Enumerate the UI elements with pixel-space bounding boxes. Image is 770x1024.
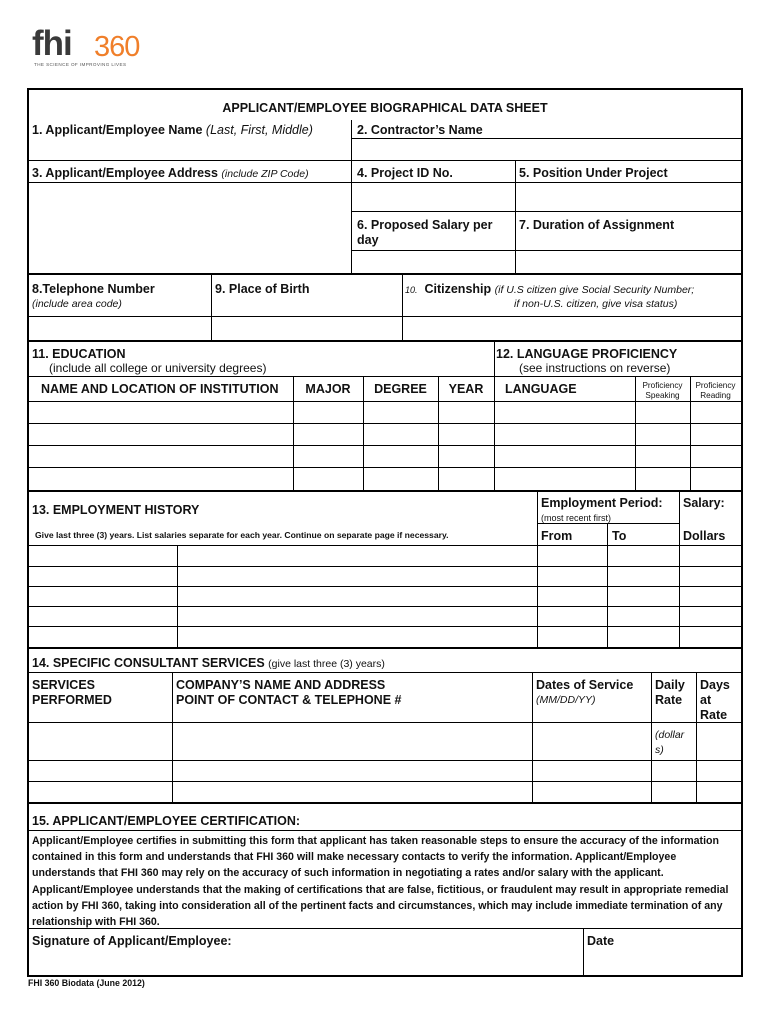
place-of-birth-field[interactable] — [212, 317, 402, 340]
language-subheading: (see instructions on reverse) — [519, 361, 671, 375]
logo-360-text: 360 — [94, 31, 140, 63]
education-row[interactable] — [29, 424, 494, 445]
dates-of-service-header: Dates of Service (MM/DD/YY) — [536, 678, 634, 706]
language-row[interactable] — [495, 468, 741, 489]
education-heading: 11. EDUCATION — [32, 347, 126, 361]
consultant-row[interactable] — [29, 782, 741, 802]
employment-row[interactable] — [29, 567, 741, 586]
employment-row[interactable] — [29, 587, 741, 606]
education-row[interactable] — [29, 402, 494, 423]
field-10-label: 10. Citizenship (if U.S citizen give Social Security Number; — [405, 282, 695, 296]
col-institution: NAME AND LOCATION OF INSTITUTION — [41, 382, 279, 396]
field-6-label: 6. Proposed Salary per day — [357, 218, 493, 247]
from-label: From — [541, 529, 573, 543]
citizenship-field[interactable] — [403, 317, 741, 340]
days-at-rate-header: Days at Rate — [700, 678, 730, 722]
education-subheading: (include all college or university degrees) — [49, 361, 267, 375]
language-row[interactable] — [495, 424, 741, 445]
biodata-form — [27, 88, 743, 977]
salary-label: Salary: — [683, 496, 725, 510]
project-id-field[interactable] — [352, 183, 515, 210]
applicant-name-field[interactable] — [29, 139, 351, 159]
field-5-label: 5. Position Under Project — [519, 166, 668, 180]
signature-label: Signature of Applicant/Employee: — [32, 934, 232, 948]
address-field[interactable] — [29, 183, 351, 273]
field-1-label: 1. Applicant/Employee Name (Last, First, Middle) — [32, 123, 313, 137]
employment-instructions: Give last three (3) years. List salaries separate for each year. Continue on separate page if necessary. — [35, 530, 449, 540]
field-8-label: 8.Telephone Number (include area code) — [32, 282, 155, 310]
dollars-label: Dollars — [683, 529, 726, 543]
col-language: LANGUAGE — [505, 382, 577, 396]
position-field[interactable] — [516, 183, 741, 210]
telephone-field[interactable] — [29, 317, 211, 340]
certification-heading: 15. APPLICANT/EMPLOYEE CERTIFICATION: — [32, 814, 301, 828]
fhi360-logo — [32, 26, 152, 72]
company-contact-header: COMPANY’S NAME AND ADDRESS POINT OF CONTACT & TELEPHONE # — [176, 678, 402, 707]
field-10-hint2: if non-U.S. citizen, give visa status) — [514, 298, 678, 310]
field-4-label: 4. Project ID No. — [357, 166, 453, 180]
col-proficiency-reading: Proficiency Reading — [695, 381, 736, 400]
col-year: YEAR — [448, 382, 484, 396]
logo-tagline: THE SCIENCE OF IMPROVING LIVES — [34, 62, 127, 67]
dollars-note: (dollar s) — [655, 729, 685, 756]
date-label: Date — [587, 934, 615, 948]
language-row[interactable] — [495, 446, 741, 467]
language-heading: 12. LANGUAGE PROFICIENCY — [496, 347, 678, 361]
col-degree: DEGREE — [374, 382, 427, 396]
consultant-row[interactable] — [29, 723, 741, 760]
employment-heading: 13. EMPLOYMENT HISTORY — [32, 503, 200, 517]
consultant-row[interactable] — [29, 761, 741, 781]
certification-text: Applicant/Employee certifies in submitting this form that applicant has taken reasonable steps to ensure the accuracy of the information contained in this form and understands that FHI 360 will make necessary contacts to verify the information. Applicant/Employee understands that FHI 360 may rely on the accuracy of such information in negotiating a rates and/or salary with the applicant. Applicant/Employee understands that the making of certifications that are false, fictitious, or fraudulent may result in appropriate remedial action by FHI 360, taking into consideration all of the pertinent facts and circumstances, which may include immediate termination of any relationship with FHI 360. — [32, 835, 729, 929]
duration-field[interactable] — [516, 251, 741, 273]
employment-row[interactable] — [29, 607, 741, 626]
employment-row[interactable] — [29, 546, 741, 566]
education-row[interactable] — [29, 446, 494, 467]
form-title: APPLICANT/EMPLOYEE BIOGRAPHICAL DATA SHEET — [222, 101, 548, 115]
consultant-heading: 14. SPECIFIC CONSULTANT SERVICES (give last three (3) years) — [32, 656, 385, 670]
language-row[interactable] — [495, 402, 741, 423]
form-footer: FHI 360 Biodata (June 2012) — [28, 978, 145, 988]
proposed-salary-field[interactable] — [352, 251, 515, 273]
to-label: To — [612, 529, 627, 543]
employment-period-hint: (most recent first) — [541, 513, 612, 523]
employment-period-label: Employment Period: — [541, 496, 663, 510]
col-major: MAJOR — [305, 382, 351, 396]
services-performed-header: SERVICES PERFORMED — [32, 678, 112, 707]
field-9-label: 9. Place of Birth — [215, 282, 310, 296]
education-row[interactable] — [29, 468, 494, 489]
logo-fhi-text: fhi — [32, 24, 72, 63]
col-proficiency-speaking: Proficiency Speaking — [642, 381, 683, 400]
signature-field[interactable] — [29, 952, 583, 976]
date-field[interactable] — [584, 952, 741, 976]
field-2-label: 2. Contractor’s Name — [357, 123, 483, 137]
employment-row[interactable] — [29, 627, 741, 647]
field-7-label: 7. Duration of Assignment — [519, 218, 675, 232]
daily-rate-header: Daily Rate — [655, 678, 685, 707]
field-3-label: 3. Applicant/Employee Address (include ZIP Code) — [32, 166, 309, 180]
contractor-name-field[interactable] — [352, 139, 741, 159]
